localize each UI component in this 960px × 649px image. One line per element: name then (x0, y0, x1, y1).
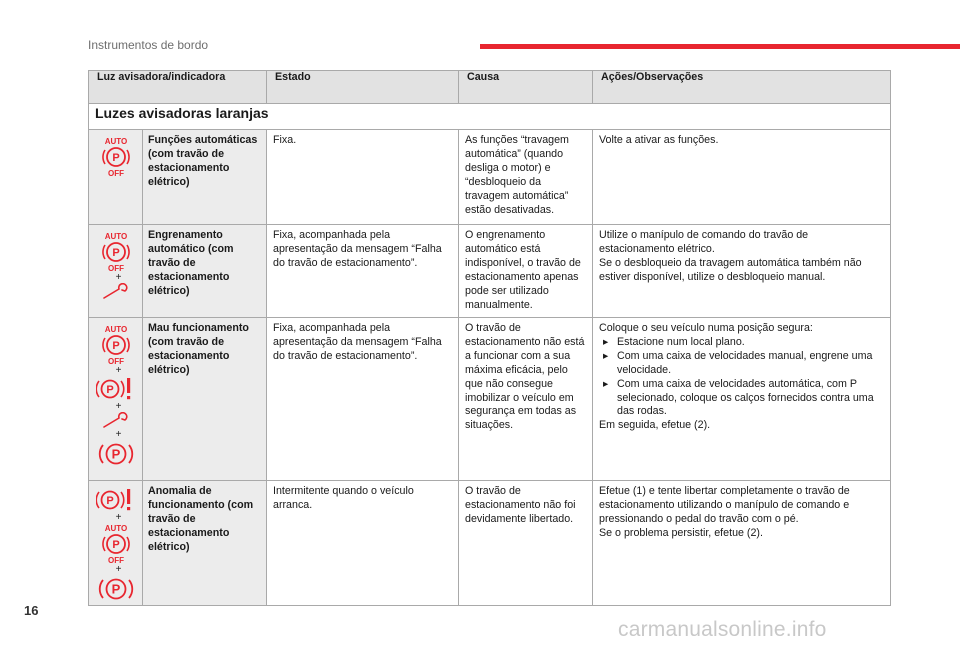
table-row (89, 225, 891, 318)
svg-text:AUTO: AUTO (104, 325, 127, 334)
row-cause: O engrenamento automático está indisponível, o travão de estacionamento apenas pode ser utilizado manualmente. (459, 225, 593, 318)
svg-text:P: P (111, 152, 120, 164)
auto-off-p-icon (99, 523, 133, 565)
plus-sign: + (115, 272, 122, 283)
warning-lights-table (88, 70, 891, 606)
actions-intro: Coloque o seu veículo numa posição segura: (599, 322, 813, 334)
parking-warning-icon (96, 487, 136, 513)
page-number: 16 (24, 603, 39, 618)
svg-text:AUTO: AUTO (104, 524, 127, 533)
plus-sign: + (115, 429, 122, 440)
list-item: ▸ Estacione num local plano. (603, 335, 745, 348)
row-state: Fixa, acompanhada pela apresentação da mensagem “Falha do travão de estacionamento”. (267, 318, 459, 481)
svg-text:P: P (111, 539, 120, 551)
svg-text:P: P (111, 446, 120, 462)
plus-sign: + (115, 564, 122, 575)
actions-outro: Em seguida, efetue (2). (599, 419, 711, 432)
column-header-actions: Ações/Observações (593, 71, 891, 104)
row-cause: As funções “travagem automática” (quando desliga o motor) e “desbloqueio da travagem automática” estão desativadas. (459, 130, 593, 225)
bullet-arrow-icon: ▸ (603, 377, 609, 390)
actions-line: Se o problema persistir, efetue (2). (599, 526, 763, 539)
actions-line: Efetue (1) e tente libertar completamente o travão de estacionamento utilizando o manípulo de comando e pressionando o pedal do travão com o pé. (599, 485, 850, 525)
bullet-arrow-icon: ▸ (603, 335, 609, 348)
plus-sign: + (115, 512, 122, 523)
auto-off-p-icon (99, 231, 133, 273)
column-header-light: Luz avisadora/indicadora (89, 71, 267, 104)
row-icons (89, 318, 143, 481)
svg-text:OFF: OFF (107, 264, 124, 273)
svg-text:AUTO: AUTO (104, 232, 127, 241)
row-function: Anomalia de funcionamento (com travão de estacionamento elétrico) (143, 481, 267, 606)
row-actions (593, 481, 891, 606)
row-actions (593, 318, 891, 481)
list-item: ▸ Com uma caixa de velocidades manual, engrene uma velocidade. (603, 349, 873, 376)
header-accent-bar (480, 44, 960, 49)
actions-bullet-list (599, 336, 884, 419)
svg-text:OFF: OFF (107, 357, 124, 366)
row-icons (89, 225, 143, 318)
plus-sign: + (115, 365, 122, 376)
watermark: carmanualsonline.info (618, 618, 827, 641)
svg-text:OFF: OFF (107, 556, 124, 565)
row-cause: O travão de estacionamento não foi devidamente libertado. (459, 481, 593, 606)
section-title: Luzes avisadoras laranjas (89, 104, 891, 130)
list-item: ▸ Com uma caixa de velocidades automática, com P selecionado, coloque os calços fornecidos contra uma das rodas. (603, 377, 874, 418)
column-header-cause: Causa (459, 71, 593, 104)
table-row (89, 318, 891, 481)
row-state: Fixa, acompanhada pela apresentação da mensagem “Falha do travão de estacionamento”. (267, 225, 459, 318)
row-icons (89, 481, 143, 606)
parking-brake-icon (98, 440, 134, 468)
parking-brake-icon (98, 575, 134, 603)
actions-line: Utilize o manípulo de comando do travão de estacionamento elétrico. (599, 229, 809, 255)
row-function: Engrenamento automático (com travão de estacionamento elétrico) (143, 225, 267, 318)
wrench-icon (101, 283, 131, 301)
svg-text:P: P (111, 247, 120, 259)
bullet-arrow-icon: ▸ (603, 349, 609, 362)
plus-sign: + (115, 401, 122, 412)
page-header-title: Instrumentos de bordo (88, 38, 209, 52)
row-icons (89, 130, 143, 225)
svg-text:P: P (105, 384, 114, 396)
row-state: Intermitente quando o veículo arranca. (267, 481, 459, 606)
wrench-icon (101, 412, 131, 430)
row-cause: O travão de estacionamento não está a funcionar com a sua máxima eficácia, pelo que não consegue imobilizar o veículo em segurança em todas as situações. (459, 318, 593, 481)
svg-text:P: P (105, 495, 114, 507)
table-header-row (89, 71, 891, 104)
section-row (89, 104, 891, 130)
actions-line: Se o desbloqueio da travagem automática também não estiver disponível, utilize o desbloqueio manual. (599, 256, 862, 283)
svg-text:P: P (111, 581, 120, 597)
table-row (89, 481, 891, 606)
row-actions (593, 225, 891, 318)
row-function: Mau funcionamento (com travão de estacionamento elétrico) (143, 318, 267, 481)
column-header-state: Estado (267, 71, 459, 104)
svg-text:P: P (111, 340, 120, 352)
row-state: Fixa. (267, 130, 459, 225)
auto-off-p-icon (99, 136, 133, 178)
svg-text:OFF: OFF (107, 169, 124, 178)
svg-text:AUTO: AUTO (104, 137, 127, 146)
row-actions: Volte a ativar as funções. (593, 130, 891, 225)
auto-off-p-icon (99, 324, 133, 366)
parking-warning-icon (96, 376, 136, 402)
table-row (89, 130, 891, 225)
row-function: Funções automáticas (com travão de estacionamento elétrico) (143, 130, 267, 225)
